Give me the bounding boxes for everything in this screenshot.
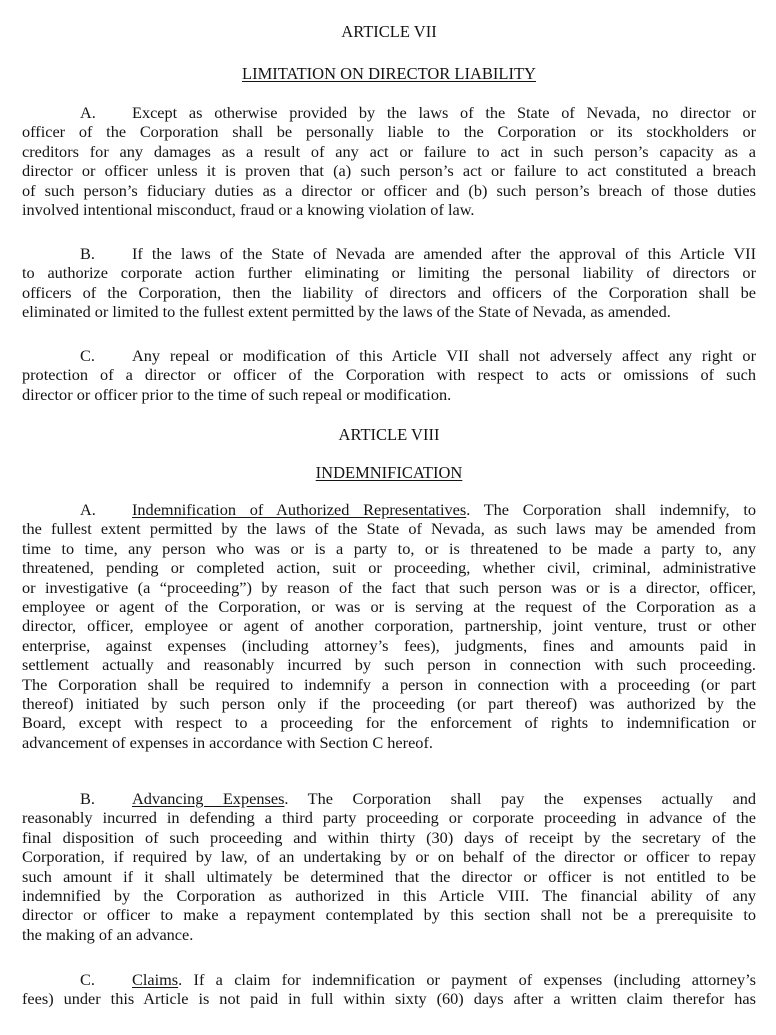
article-vii-section-a [22, 103, 756, 219]
section-letter: B. [80, 789, 95, 808]
article-viii-section-b [22, 789, 756, 944]
section-letter: C. [80, 970, 95, 989]
line-text: . The Corporation shall indemnify, to [466, 500, 756, 519]
article-viii-title [22, 463, 756, 483]
paragraph-line: threatened, pending or completed action, suit or proceeding, whether civil, criminal, administrative [22, 558, 756, 578]
paragraph-line: director or officer to make a repayment contemplated by this section shall not be a prerequisite to [22, 905, 756, 925]
paragraph-line: creditors for any damages as a result of any act or failure to act in such person’s capacity as a [22, 141, 756, 161]
paragraph-line: the making of an advance. [22, 924, 194, 944]
paragraph-line: fees) under this Article is not paid in full within sixty (60) days after a written claim therefor has [22, 989, 756, 1009]
paragraph-line: employee or agent of the Corporation, or was or is serving at the request of the Corporation as a [22, 596, 756, 616]
section-title: Claims [132, 970, 179, 989]
paragraph-line: of such person’s fiduciary duties as a director or officer and (b) such person’s breach of those duties [22, 180, 756, 200]
paragraph-line: director or officer prior to the time of such repeal or modification. [22, 384, 452, 404]
paragraph-line: eliminated or limited to the fullest extent permitted by the laws of the State of Nevada, as amended. [22, 302, 671, 322]
paragraph-line [22, 103, 756, 122]
line-text: If the laws of the State of Nevada are amended after the approval of this Article VII [132, 244, 756, 263]
paragraph-line: enterprise, against expenses (including attorney’s fees), judgments, fines and amounts paid in [22, 635, 756, 655]
paragraph-line: to authorize corporate action further eliminating or limiting the personal liability of directors or [22, 263, 756, 283]
line-text: Except as otherwise provided by the laws of the State of Nevada, no director or [132, 103, 756, 122]
line-text: Any repeal or modification of this Article VII shall not adversely affect any right or [132, 346, 756, 365]
paragraph-line: protection of a director or officer of the Corporation with respect to acts or omissions of such [22, 365, 756, 385]
section-letter: A. [80, 500, 96, 519]
article-vii-title-text: LIMITATION ON DIRECTOR LIABILITY [242, 64, 536, 83]
paragraph-line [22, 789, 756, 808]
article-viii-section-a [22, 500, 756, 752]
paragraph-line: The Corporation shall be required to indemnify a person in connection with a proceeding (or part [22, 674, 756, 694]
article-vii-section-b [22, 244, 756, 322]
line-text: . The Corporation shall pay the expenses actually and [284, 789, 757, 808]
paragraph-line: settlement actually and reasonably incurred by such person in connection with such proceeding. [22, 655, 756, 675]
paragraph-line: or investigative (a “proceeding”) by reason of the fact that such person was or is a director, officer, [22, 577, 756, 597]
paragraph-line: thereof) initiated by such person only if the proceeding (or part thereof) was authorized by the [22, 693, 756, 713]
paragraph-line: officers of the Corporation, then the liability of directors and officers of the Corporation shall be [22, 282, 756, 302]
paragraph-line: advancement of expenses in accordance with Section C hereof. [22, 732, 433, 752]
paragraph-line: final disposition of such proceeding and within thirty (30) days of receipt by the secretary of the [22, 827, 756, 847]
paragraph-line: director or officer unless it is proven that (a) such person’s act or failure to act constituted a breach [22, 161, 756, 181]
article-vii-heading: ARTICLE VII [341, 22, 437, 41]
paragraph-line: director, officer, employee or agent of another corporation, partnership, joint venture, trust or other [22, 616, 756, 636]
paragraph-line: Board, except with respect to a proceeding for the enforcement of rights to indemnification or [22, 713, 756, 733]
paragraph-line [22, 500, 756, 519]
paragraph-line: such amount if it shall ultimately be determined that the director or officer is not entitled to be [22, 866, 756, 886]
paragraph-line: officer of the Corporation shall be personally liable to the Corporation or its stockholders or [22, 122, 756, 142]
section-title: Indemnification of Authorized Representatives [132, 500, 467, 519]
section-letter: A. [80, 103, 96, 122]
section-letter: B. [80, 244, 95, 263]
section-title: Advancing Expenses [132, 789, 285, 808]
line-text: . If a claim for indemnification or payment of expenses (including attorney’s [178, 970, 756, 989]
paragraph-line: the fullest extent permitted by the laws of the State of Nevada, as such laws may be amended from [22, 519, 756, 539]
paragraph-line: Corporation, if required by law, of an undertaking by or on behalf of the director or officer to repay [22, 847, 756, 867]
paragraph-line: time to time, any person who was or is a party to, or is threatened to be made a party to, any [22, 538, 756, 558]
article-viii-section-c [22, 970, 756, 1009]
paragraph-line: involved intentional misconduct, fraud or a knowing violation of law. [22, 199, 475, 219]
paragraph-line [22, 346, 756, 365]
paragraph-line [22, 970, 756, 989]
article-viii-title-text: INDEMNIFICATION [315, 463, 463, 482]
section-letter: C. [80, 346, 95, 365]
article-viii-heading: ARTICLE VIII [338, 425, 440, 444]
paragraph-line: indemnified by the Corporation as authorized in this Article VIII. The financial ability of any [22, 885, 756, 905]
paragraph-line: reasonably incurred in defending a third party proceeding or corporate proceeding in advance of the [22, 808, 756, 828]
article-vii-section-c [22, 346, 756, 404]
paragraph-line [22, 244, 756, 263]
article-vii-title [22, 64, 756, 84]
